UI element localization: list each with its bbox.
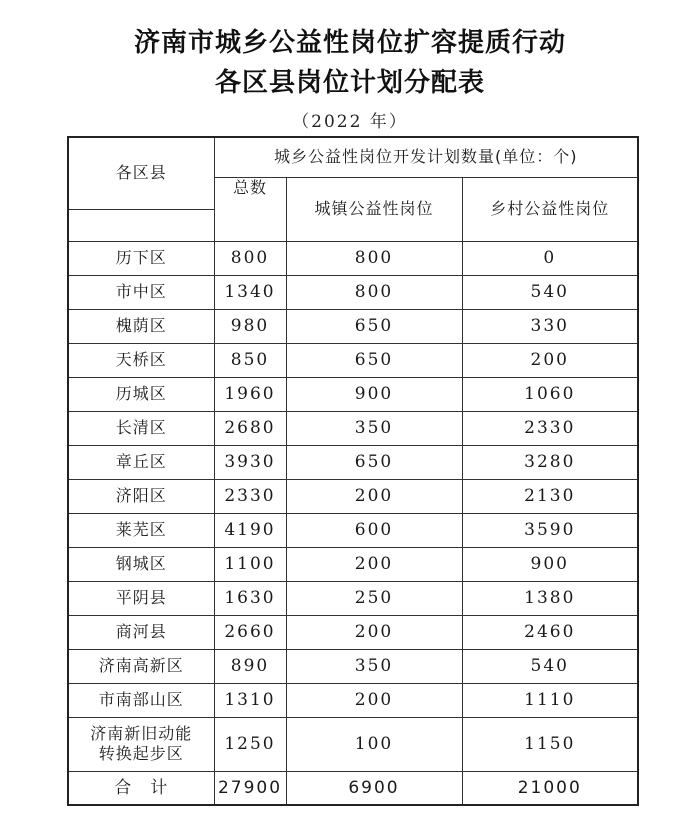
- document-title-line-1: 济南市城乡公益性岗位扩容提质行动: [133, 28, 566, 58]
- total-cell: 3930: [214, 445, 286, 479]
- district-cell: 历下区: [68, 241, 214, 275]
- total-cell: 1310: [214, 683, 286, 717]
- total-cell: 2330: [214, 479, 286, 513]
- urban-cell: 800: [286, 275, 462, 309]
- rural-cell: 1110: [462, 683, 638, 717]
- district-cell: 槐荫区: [68, 309, 214, 343]
- urban-cell: 350: [286, 649, 462, 683]
- table-row: [68, 343, 638, 377]
- district-cell: 商河县: [68, 615, 214, 649]
- total-label: 合 计: [68, 771, 214, 805]
- grand-urban-cell: 6900: [286, 771, 462, 805]
- total-cell: 2680: [214, 411, 286, 445]
- district-cell: 济南高新区: [68, 649, 214, 683]
- table-row: [68, 309, 638, 343]
- rural-cell: 1060: [462, 377, 638, 411]
- district-cell: 市中区: [68, 275, 214, 309]
- table-row: [68, 581, 638, 615]
- total-cell: 1630: [214, 581, 286, 615]
- rural-cell: 3590: [462, 513, 638, 547]
- urban-cell: 200: [286, 547, 462, 581]
- total-cell: 1250: [214, 717, 286, 771]
- district-name-line-1: 济南新旧动能: [90, 724, 193, 743]
- urban-cell: 600: [286, 513, 462, 547]
- total-cell: 1100: [214, 547, 286, 581]
- rural-cell: 1150: [462, 717, 638, 771]
- urban-cell: 100: [286, 717, 462, 771]
- district-cell: 平阴县: [68, 581, 214, 615]
- total-row: [68, 771, 638, 805]
- table-row: [68, 547, 638, 581]
- table-row: [68, 411, 638, 445]
- rural-cell: 2330: [462, 411, 638, 445]
- district-cell: 济阳区: [68, 479, 214, 513]
- total-cell: 2660: [214, 615, 286, 649]
- rural-cell: 540: [462, 275, 638, 309]
- table-row: [68, 615, 638, 649]
- district-cell: 历城区: [68, 377, 214, 411]
- total-cell: 890: [214, 649, 286, 683]
- rural-cell: 330: [462, 309, 638, 343]
- table-row: [68, 513, 638, 547]
- rural-cell: 3280: [462, 445, 638, 479]
- district-name-line-2: 转换起步区: [98, 744, 184, 763]
- header-rural: 乡村公益性岗位: [462, 177, 638, 241]
- total-cell: 800: [214, 241, 286, 275]
- urban-cell: 250: [286, 581, 462, 615]
- table-row: [68, 649, 638, 683]
- total-cell: 1340: [214, 275, 286, 309]
- total-cell: 980: [214, 309, 286, 343]
- total-cell: 4190: [214, 513, 286, 547]
- rural-cell: 200: [462, 343, 638, 377]
- header-district: 各区县: [68, 137, 214, 209]
- urban-cell: 650: [286, 445, 462, 479]
- allocation-table: [67, 136, 639, 806]
- total-cell: 1960: [214, 377, 286, 411]
- rural-cell: 540: [462, 649, 638, 683]
- rural-cell: 900: [462, 547, 638, 581]
- district-cell: 莱芜区: [68, 513, 214, 547]
- table-row: [68, 717, 638, 771]
- urban-cell: 200: [286, 479, 462, 513]
- rural-cell: 2460: [462, 615, 638, 649]
- grand-rural-cell: 21000: [462, 771, 638, 805]
- table-row: [68, 241, 638, 275]
- urban-cell: 200: [286, 615, 462, 649]
- header-plan-group: 城乡公益性岗位开发计划数量(单位：个): [214, 137, 638, 177]
- document-title-line-2: 各区县岗位计划分配表: [214, 68, 485, 98]
- rural-cell: 2130: [462, 479, 638, 513]
- document-year: （2022 年）: [292, 112, 408, 132]
- urban-cell: 900: [286, 377, 462, 411]
- total-cell: 850: [214, 343, 286, 377]
- district-cell: 章丘区: [68, 445, 214, 479]
- urban-cell: 350: [286, 411, 462, 445]
- table-row: [68, 683, 638, 717]
- rural-cell: 1380: [462, 581, 638, 615]
- header-district-spacer: [68, 209, 214, 241]
- table-row: [68, 445, 638, 479]
- table-row: [68, 275, 638, 309]
- district-cell: 长清区: [68, 411, 214, 445]
- district-cell: 市南部山区: [68, 683, 214, 717]
- urban-cell: 800: [286, 241, 462, 275]
- urban-cell: 650: [286, 309, 462, 343]
- header-urban: 城镇公益性岗位: [286, 177, 462, 241]
- district-cell: [68, 717, 214, 771]
- rural-cell: 0: [462, 241, 638, 275]
- district-cell: 钢城区: [68, 547, 214, 581]
- header-total: 总数: [214, 177, 286, 241]
- table-row: [68, 377, 638, 411]
- district-cell: 天桥区: [68, 343, 214, 377]
- table-row: [68, 479, 638, 513]
- urban-cell: 650: [286, 343, 462, 377]
- grand-total-cell: 27900: [214, 771, 286, 805]
- urban-cell: 200: [286, 683, 462, 717]
